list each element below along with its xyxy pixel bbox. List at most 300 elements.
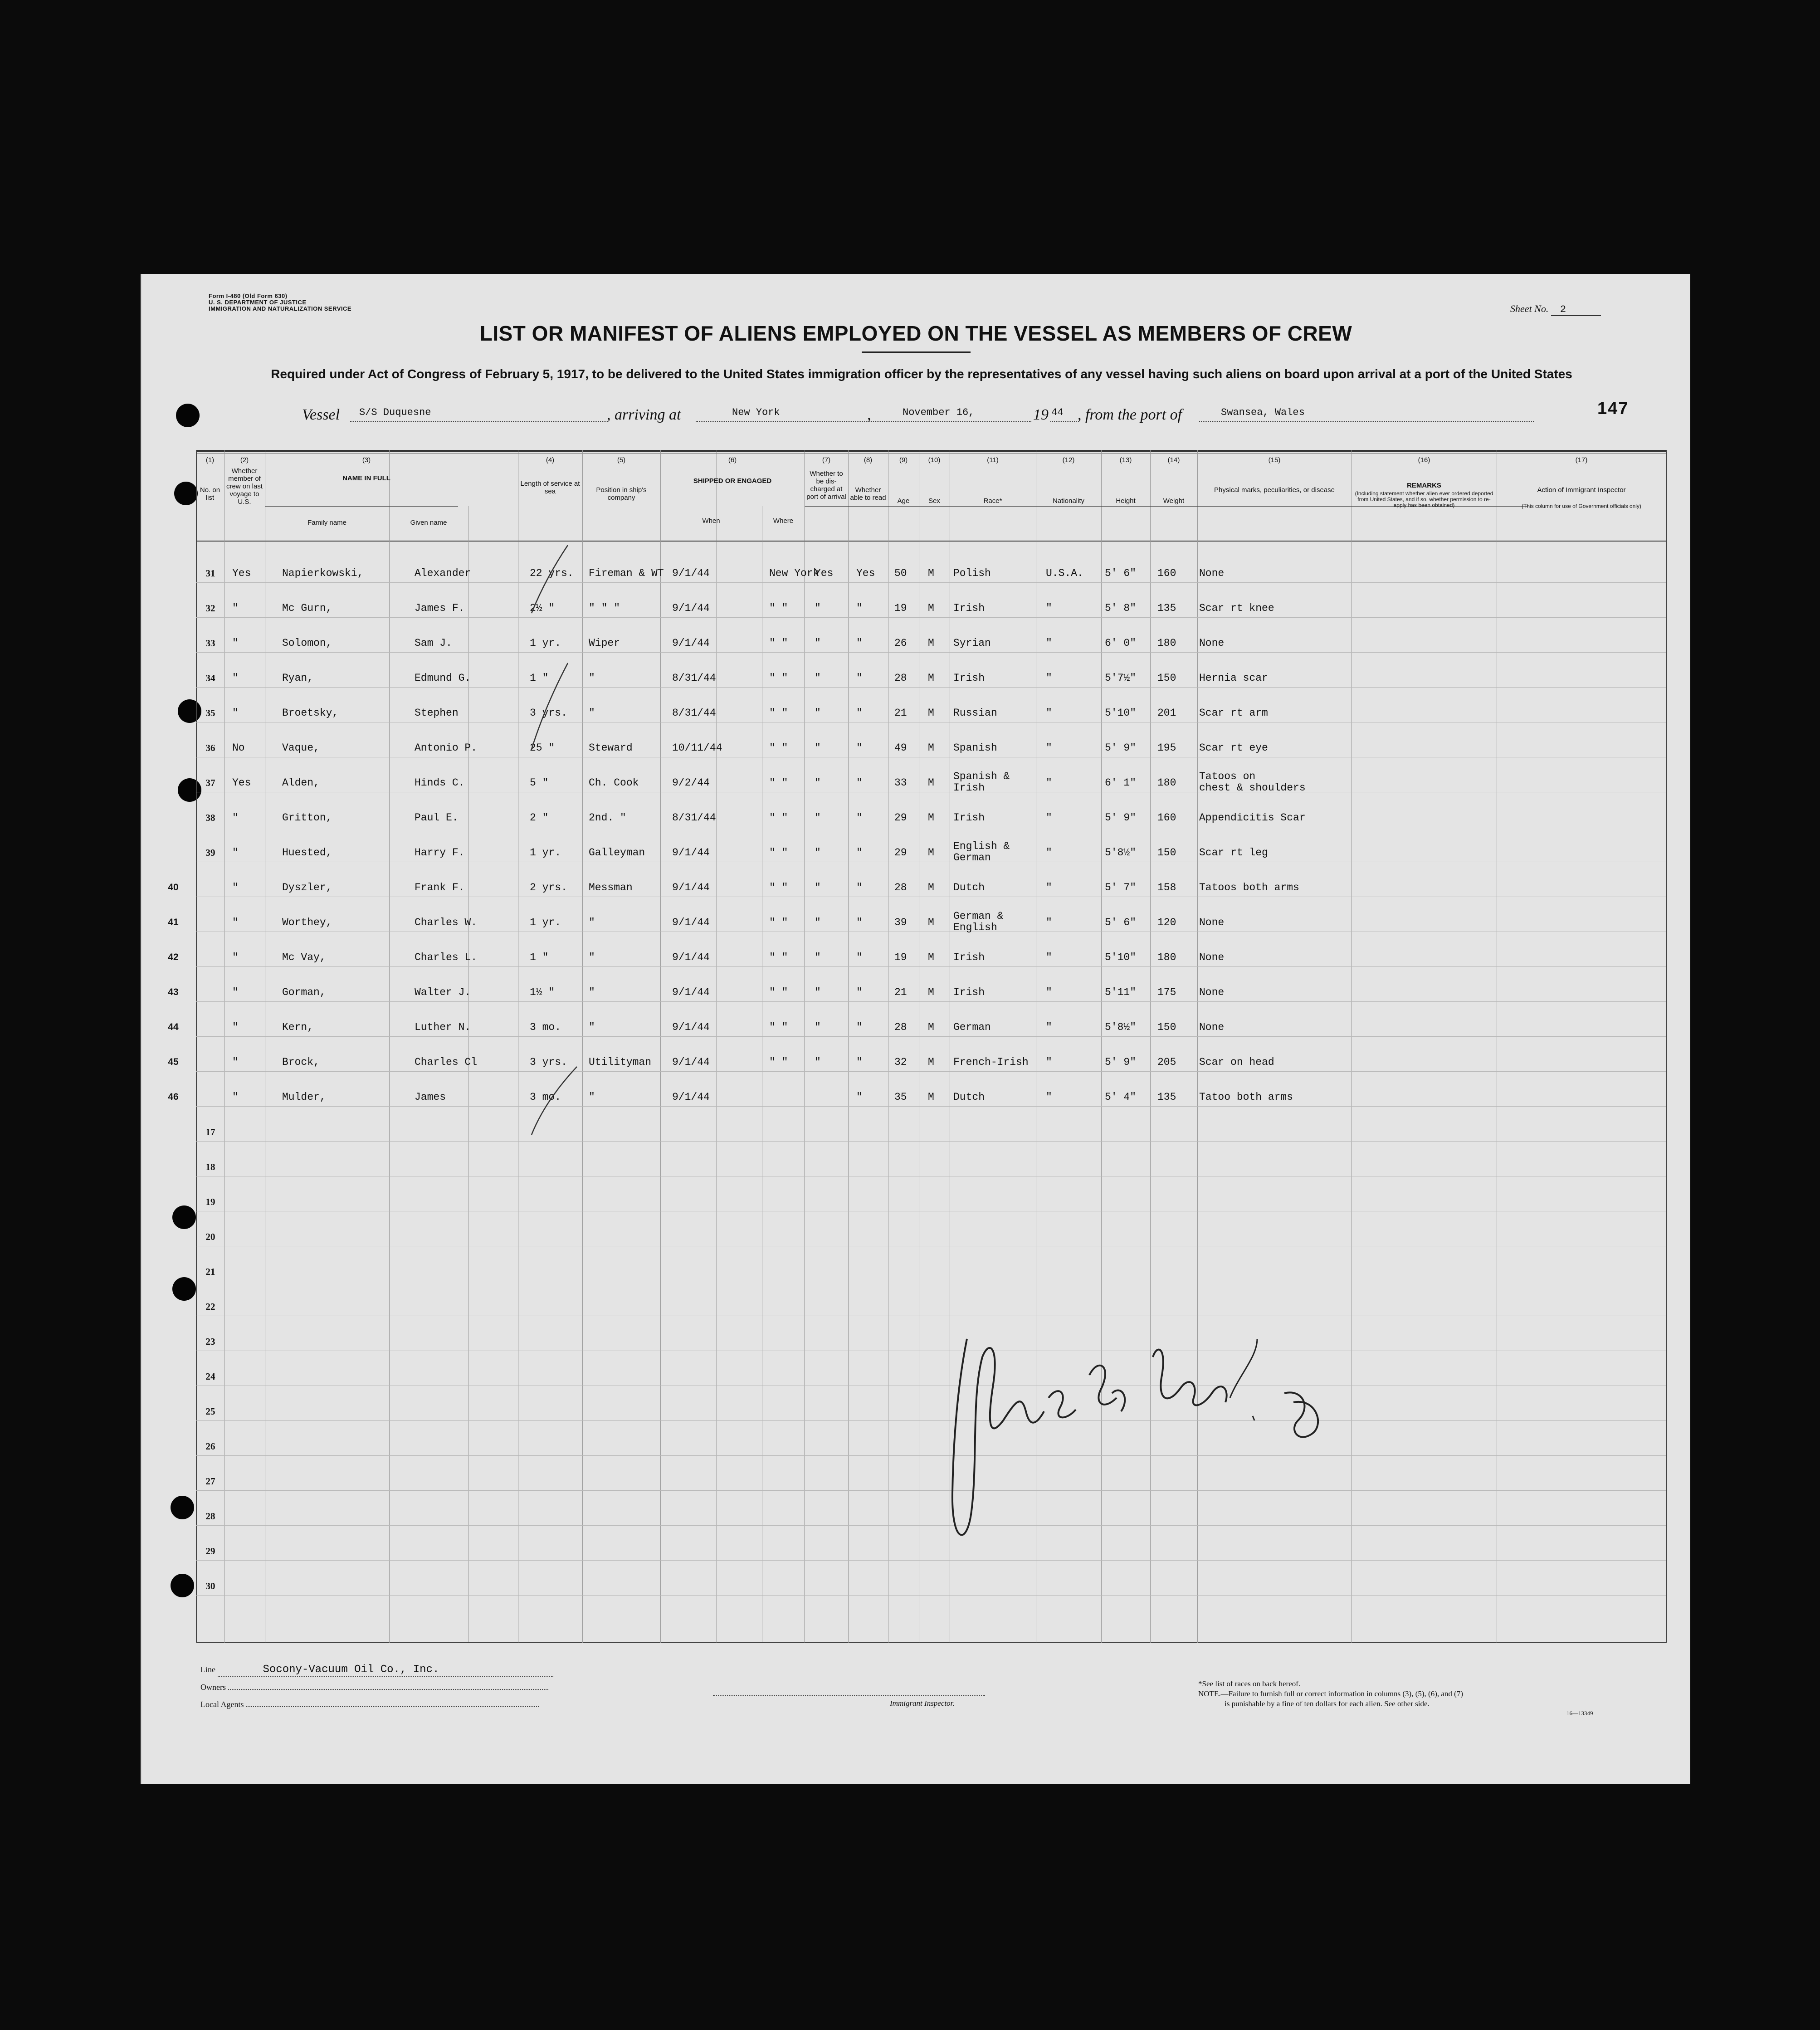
- column-number: (5): [617, 456, 626, 464]
- cell-weight: 150: [1157, 672, 1176, 684]
- cell-physical-marks: Hernia scar: [1199, 672, 1268, 684]
- cell-family-name: Mc Vay,: [282, 952, 326, 963]
- printed-row-number: 20: [205, 1231, 215, 1242]
- column-header-family-name: Family name: [307, 519, 346, 527]
- cell-height: 5' 7": [1105, 882, 1137, 893]
- cell-shipped-when: 8/31/44: [672, 707, 716, 719]
- cell-height: 5'10": [1105, 707, 1137, 719]
- cell-given-name: Paul E.: [415, 812, 459, 824]
- cell-shipped-where: " ": [769, 952, 788, 963]
- cell-shipped-where: " ": [769, 742, 788, 754]
- cell-nationality: ": [1046, 812, 1052, 824]
- row-rule: [196, 582, 1666, 583]
- printed-row-number: 26: [205, 1441, 215, 1452]
- cell-discharged: ": [815, 777, 821, 789]
- stamp-number: 147: [1597, 399, 1629, 418]
- row-rule: [196, 966, 1666, 967]
- cell-length-of-service: 2 yrs.: [530, 882, 567, 893]
- row-number: 36: [205, 742, 215, 753]
- cell-shipped-where: " ": [769, 917, 788, 928]
- cell-given-name: Edmund G.: [415, 672, 471, 684]
- column-number: (15): [1268, 456, 1281, 464]
- cell-discharged: ": [815, 917, 821, 928]
- cell-weight: 160: [1157, 567, 1176, 579]
- printed-row-number: 18: [205, 1161, 215, 1172]
- cell-shipped-when: 8/31/44: [672, 672, 716, 684]
- row-rule: [196, 1455, 1666, 1456]
- cell-weight: 180: [1157, 952, 1176, 963]
- column-number: (13): [1119, 456, 1132, 464]
- row-number: 41: [168, 917, 179, 927]
- row-number: 46: [168, 1092, 179, 1102]
- arrival-port: New York: [696, 405, 879, 422]
- cell-shipped-where: " ": [769, 1021, 788, 1033]
- cell-previous-voyage: Yes: [232, 777, 251, 789]
- column-number: (1): [205, 456, 215, 464]
- column-number: (12): [1062, 456, 1075, 464]
- cell-height: 5' 9": [1105, 1056, 1137, 1068]
- cell-able-to-read: ": [856, 812, 863, 824]
- row-number: 34: [205, 673, 215, 683]
- page-subtitle: Required under Act of Congress of February 5, 1917, to be delivered to the United States immigration officer by the representatives of any vessel having such aliens on board upon arrival at a port of the United States: [271, 367, 1572, 381]
- row-rule: [196, 652, 1666, 653]
- cell-weight: 135: [1157, 1091, 1176, 1103]
- cell-race: Russian: [953, 707, 997, 719]
- inspector-signature-line: [713, 1695, 985, 1696]
- cell-length-of-service: 1 yr.: [530, 847, 561, 859]
- cell-physical-marks: Scar rt arm: [1199, 707, 1268, 719]
- cell-family-name: Broetsky,: [282, 707, 339, 719]
- cell-height: 5' 6": [1105, 917, 1137, 928]
- cell-length-of-service: 25 ": [530, 742, 555, 754]
- year-prefix: 19: [1033, 406, 1049, 423]
- cell-race: Irish: [953, 812, 985, 824]
- cell-position: Messman: [589, 882, 633, 893]
- row-rule: [196, 1525, 1666, 1526]
- cell-age: 28: [894, 1021, 907, 1033]
- cell-weight: 205: [1157, 1056, 1176, 1068]
- cell-height: 5'8½": [1105, 1021, 1137, 1033]
- title-underline: [862, 351, 971, 353]
- cell-weight: 150: [1157, 847, 1176, 859]
- cell-physical-marks: Scar on head: [1199, 1056, 1274, 1068]
- column-divider: [1666, 450, 1667, 1643]
- cell-length-of-service: 5 ": [530, 777, 549, 789]
- cell-shipped-when: 9/1/44: [672, 1021, 710, 1033]
- cell-previous-voyage: ": [232, 1021, 239, 1033]
- cell-length-of-service: 3 yrs.: [530, 707, 567, 719]
- cell-nationality: ": [1046, 637, 1052, 649]
- printed-row-number: 28: [205, 1511, 215, 1522]
- cell-family-name: Ryan,: [282, 672, 314, 684]
- cell-shipped-when: 9/1/44: [672, 882, 710, 893]
- cell-sex: M: [928, 742, 934, 754]
- cell-shipped-where: " ": [769, 847, 788, 859]
- column-header-previous-voyage: Whether member of crew on last voyage to U.S.: [226, 467, 263, 506]
- cell-shipped-when: 9/1/44: [672, 567, 710, 579]
- column-header-height: Height: [1116, 497, 1136, 505]
- cell-shipped-when: 9/1/44: [672, 1091, 710, 1103]
- cell-family-name: Huested,: [282, 847, 332, 859]
- cell-previous-voyage: ": [232, 1091, 239, 1103]
- row-rule: [196, 1560, 1666, 1561]
- cell-position: 2nd. ": [589, 812, 626, 824]
- cell-race: Irish: [953, 602, 985, 614]
- cell-discharged: ": [815, 1056, 821, 1068]
- cell-shipped-when: 9/1/44: [672, 637, 710, 649]
- column-number: (16): [1418, 456, 1430, 464]
- punch-hole: [176, 404, 200, 427]
- cell-physical-marks: None: [1199, 917, 1225, 928]
- cell-previous-voyage: ": [232, 602, 239, 614]
- cell-physical-marks: Tatoos both arms: [1199, 882, 1299, 893]
- cell-nationality: ": [1046, 672, 1052, 684]
- cell-physical-marks: Appendicitis Scar: [1199, 812, 1306, 824]
- cell-physical-marks: Scar rt knee: [1199, 602, 1274, 614]
- inspector-signature: [940, 1330, 1330, 1566]
- cell-age: 50: [894, 567, 907, 579]
- column-header-able-to-read: Whether able to read: [850, 486, 886, 502]
- cell-able-to-read: ": [856, 707, 863, 719]
- cell-family-name: Mulder,: [282, 1091, 326, 1103]
- cell-sex: M: [928, 777, 934, 789]
- row-rule: [196, 1036, 1666, 1037]
- cell-position: Fireman & WT: [589, 567, 664, 579]
- cell-position: Galleyman: [589, 847, 645, 859]
- table-top-border: [196, 450, 1666, 452]
- local-agents-label: Local Agents: [200, 1700, 244, 1709]
- arrival-year: 44: [1050, 405, 1077, 422]
- cell-weight: 150: [1157, 1021, 1176, 1033]
- cell-family-name: Solomon,: [282, 637, 332, 649]
- cell-position: ": [589, 917, 595, 928]
- cell-height: 5'7½": [1105, 672, 1137, 684]
- punch-hole: [171, 1496, 194, 1519]
- cell-race: Irish: [953, 672, 985, 684]
- cell-height: 5'8½": [1105, 847, 1137, 859]
- column-number: (14): [1167, 456, 1180, 464]
- row-rule: [196, 1141, 1666, 1142]
- cell-given-name: Hinds C.: [415, 777, 465, 789]
- cell-shipped-where: " ": [769, 986, 788, 998]
- departure-port: Swansea, Wales: [1199, 405, 1534, 422]
- printed-row-number: 22: [205, 1301, 215, 1312]
- cell-shipped-where: " ": [769, 707, 788, 719]
- cell-position: " " ": [589, 602, 620, 614]
- cell-position: ": [589, 952, 595, 963]
- cell-position: Utilityman: [589, 1056, 652, 1068]
- cell-nationality: ": [1046, 952, 1052, 963]
- row-number: 32: [205, 603, 215, 614]
- cell-shipped-where: " ": [769, 602, 788, 614]
- row-rule: [196, 1001, 1666, 1002]
- column-header-given-name: Given name: [410, 519, 447, 527]
- cell-discharged: ": [815, 952, 821, 963]
- row-rule: [196, 1595, 1666, 1596]
- cell-race: Polish: [953, 567, 991, 579]
- cell-weight: 180: [1157, 637, 1176, 649]
- column-header-physical-marks: Physical marks, peculiarities, or disease: [1214, 486, 1335, 494]
- cell-family-name: Gorman,: [282, 986, 326, 998]
- cell-length-of-service: 1 yr.: [530, 637, 561, 649]
- cell-position: ": [589, 707, 595, 719]
- punch-hole: [174, 482, 198, 505]
- cell-sex: M: [928, 602, 934, 614]
- cell-sex: M: [928, 1056, 934, 1068]
- cell-shipped-where: " ": [769, 777, 788, 789]
- cell-age: 21: [894, 986, 907, 998]
- cell-physical-marks: Scar rt leg: [1199, 847, 1268, 859]
- cell-discharged: ": [815, 812, 821, 824]
- column-header-discharged: Whether to be dis-charged at port of arrival: [806, 470, 846, 501]
- cell-weight: 201: [1157, 707, 1176, 719]
- row-number: 31: [205, 568, 215, 579]
- cell-able-to-read: ": [856, 777, 863, 789]
- cell-age: 19: [894, 952, 907, 963]
- row-rule: [196, 1071, 1666, 1072]
- column-number: (11): [987, 456, 999, 464]
- cell-discharged: ": [815, 882, 821, 893]
- column-header-race: Race*: [983, 497, 1002, 505]
- cell-family-name: Mc Gurn,: [282, 602, 332, 614]
- row-rule: [196, 687, 1666, 688]
- cell-nationality: ": [1046, 1056, 1052, 1068]
- column-number: (7): [822, 456, 831, 464]
- cell-shipped-when: 10/11/44: [672, 742, 722, 754]
- cell-race: German: [953, 1021, 991, 1033]
- cell-able-to-read: ": [856, 917, 863, 928]
- cell-race: Spanish & Irish: [953, 771, 1010, 794]
- cell-length-of-service: 2 ": [530, 812, 549, 824]
- cell-physical-marks: None: [1199, 986, 1225, 998]
- cell-height: 6' 1": [1105, 777, 1137, 789]
- cell-given-name: Charles Cl: [415, 1056, 478, 1068]
- cell-sex: M: [928, 812, 934, 824]
- cell-height: 5' 9": [1105, 812, 1137, 824]
- cell-age: 29: [894, 847, 907, 859]
- cell-sex: M: [928, 1021, 934, 1033]
- cell-previous-voyage: Yes: [232, 567, 251, 579]
- cell-nationality: ": [1046, 742, 1052, 754]
- service: IMMIGRATION AND NATURALIZATION SERVICE: [209, 305, 352, 312]
- column-header-age: Age: [897, 497, 910, 505]
- cell-position: Wiper: [589, 637, 620, 649]
- cell-height: 5' 9": [1105, 742, 1137, 754]
- column-header-weight: Weight: [1163, 497, 1185, 505]
- cell-weight: 195: [1157, 742, 1176, 754]
- footer-note-3: is punishable by a fine of ten dollars for each alien. See other side.: [1225, 1699, 1430, 1708]
- cell-family-name: Worthey,: [282, 917, 332, 928]
- cell-length-of-service: 3 mo.: [530, 1021, 561, 1033]
- column-header-action: Action of Immigrant Inspector: [1537, 486, 1626, 494]
- cell-sex: M: [928, 637, 934, 649]
- cell-shipped-where: " ": [769, 637, 788, 649]
- sheet-number-value: 2: [1551, 304, 1601, 316]
- column-divider: [389, 450, 390, 1643]
- cell-height: 5' 6": [1105, 567, 1137, 579]
- cell-nationality: ": [1046, 917, 1052, 928]
- cell-shipped-where: New York: [769, 567, 820, 579]
- row-rule: [196, 617, 1666, 618]
- column-header-name: NAME IN FULL: [342, 474, 390, 482]
- cell-position: ": [589, 1021, 595, 1033]
- cell-given-name: James F.: [415, 602, 465, 614]
- row-number: 39: [205, 847, 215, 858]
- printed-row-number: 23: [205, 1336, 215, 1347]
- column-header-remarks-note: (Including statement whether alien ever ordered deported from United States, and if so, whether permission to re-apply has been obtained): [1355, 490, 1493, 508]
- line-label: Line: [200, 1665, 215, 1674]
- column-number: (8): [864, 456, 873, 464]
- cell-shipped-where: " ": [769, 672, 788, 684]
- cell-able-to-read: ": [856, 952, 863, 963]
- cell-discharged: ": [815, 986, 821, 998]
- cell-discharged: ": [815, 847, 821, 859]
- cell-nationality: ": [1046, 882, 1052, 893]
- cell-height: 5'10": [1105, 952, 1137, 963]
- cell-shipped-when: 9/1/44: [672, 847, 710, 859]
- cell-able-to-read: ": [856, 1091, 863, 1103]
- cell-nationality: ": [1046, 777, 1052, 789]
- cell-age: 28: [894, 882, 907, 893]
- cell-shipped-when: 8/31/44: [672, 812, 716, 824]
- cell-weight: 175: [1157, 986, 1176, 998]
- cell-given-name: Charles W.: [415, 917, 478, 928]
- cell-height: 5' 8": [1105, 602, 1137, 614]
- printed-row-number: 30: [205, 1581, 215, 1591]
- cell-sex: M: [928, 707, 934, 719]
- printed-row-number: 27: [205, 1476, 215, 1487]
- column-number: (4): [546, 456, 555, 464]
- row-number: 37: [205, 777, 215, 788]
- column-header-shipped-when: When: [702, 517, 720, 525]
- cell-nationality: ": [1046, 1021, 1052, 1033]
- cell-length-of-service: 3 mo.: [530, 1091, 561, 1103]
- cell-position: Ch. Cook: [589, 777, 639, 789]
- owners-label: Owners: [200, 1683, 226, 1692]
- footer-note-2: NOTE.—Failure to furnish full or correct information in columns (3), (5), (6), and (7): [1198, 1689, 1463, 1698]
- cell-sex: M: [928, 847, 934, 859]
- cell-physical-marks: Scar rt eye: [1199, 742, 1268, 754]
- row-number: 44: [168, 1022, 179, 1032]
- cell-race: Irish: [953, 952, 985, 963]
- cell-able-to-read: ": [856, 1056, 863, 1068]
- row-number: 42: [168, 952, 179, 962]
- cell-nationality: ": [1046, 707, 1052, 719]
- cell-able-to-read: ": [856, 1021, 863, 1033]
- cell-race: Irish: [953, 986, 985, 998]
- row-number: 38: [205, 812, 215, 823]
- column-number: (3): [362, 456, 371, 464]
- cell-race: English & German: [953, 840, 1010, 864]
- crew-table: [168, 450, 1666, 1643]
- cell-age: 49: [894, 742, 907, 754]
- cell-position: ": [589, 672, 595, 684]
- cell-discharged: ": [815, 602, 821, 614]
- cell-able-to-read: ": [856, 986, 863, 998]
- cell-sex: M: [928, 882, 934, 893]
- cell-sex: M: [928, 986, 934, 998]
- row-number: 45: [168, 1057, 179, 1067]
- cell-nationality: ": [1046, 986, 1052, 998]
- cell-given-name: Alexander: [415, 567, 471, 579]
- column-divider: [196, 450, 197, 1643]
- cell-family-name: Vaque,: [282, 742, 320, 754]
- cell-given-name: Harry F.: [415, 847, 465, 859]
- cell-discharged: ": [815, 707, 821, 719]
- page-title: LIST OR MANIFEST OF ALIENS EMPLOYED ON THE VESSEL AS MEMBERS OF CREW: [479, 322, 1352, 345]
- manifest-sheet: [141, 274, 1690, 1784]
- cell-given-name: Sam J.: [415, 637, 452, 649]
- column-header-nationality: Nationality: [1052, 497, 1085, 505]
- cell-able-to-read: ": [856, 602, 863, 614]
- line-value: Socony-Vacuum Oil Co., Inc.: [263, 1664, 439, 1676]
- cell-previous-voyage: ": [232, 986, 239, 998]
- row-rule: [196, 1490, 1666, 1491]
- cell-age: 35: [894, 1091, 907, 1103]
- inspector-label: Immigrant Inspector.: [890, 1699, 955, 1708]
- cell-able-to-read: ": [856, 742, 863, 754]
- printed-row-number: 19: [205, 1196, 215, 1207]
- header-bottom-border: [196, 541, 1666, 542]
- cell-race: Syrian: [953, 637, 991, 649]
- column-header-shipped: SHIPPED OR ENGAGED: [693, 477, 772, 485]
- printed-row-number: 25: [205, 1406, 215, 1417]
- cell-able-to-read: ": [856, 637, 863, 649]
- cell-family-name: Brock,: [282, 1056, 320, 1068]
- column-number: (17): [1575, 456, 1588, 464]
- footer-note-1: *See list of races on back hereof.: [1198, 1679, 1301, 1688]
- cell-weight: 135: [1157, 602, 1176, 614]
- cell-sex: M: [928, 952, 934, 963]
- cell-given-name: Luther N.: [415, 1021, 471, 1033]
- cell-race: Dutch: [953, 1091, 985, 1103]
- cell-previous-voyage: ": [232, 882, 239, 893]
- cell-discharged: Yes: [815, 567, 834, 579]
- punch-hole: [172, 1205, 196, 1229]
- column-header-sex: Sex: [928, 497, 940, 505]
- column-header-length-of-service: Length of service at sea: [520, 480, 580, 495]
- row-number: 35: [205, 708, 215, 718]
- cell-age: 33: [894, 777, 907, 789]
- cell-age: 26: [894, 637, 907, 649]
- cell-family-name: Dyszler,: [282, 882, 332, 893]
- cell-position: ": [589, 986, 595, 998]
- printed-row-number: 17: [205, 1127, 215, 1137]
- cell-age: 32: [894, 1056, 907, 1068]
- cell-shipped-where: " ": [769, 882, 788, 893]
- cell-weight: 120: [1157, 917, 1176, 928]
- cell-able-to-read: ": [856, 672, 863, 684]
- cell-sex: M: [928, 1091, 934, 1103]
- column-divider: [660, 450, 661, 1643]
- cell-height: 5' 4": [1105, 1091, 1137, 1103]
- cell-sex: M: [928, 567, 934, 579]
- vessel-name: S/S Duquesne: [350, 405, 606, 422]
- cell-nationality: ": [1046, 602, 1052, 614]
- cell-previous-voyage: ": [232, 812, 239, 824]
- cell-sex: M: [928, 672, 934, 684]
- cell-length-of-service: 1½ ": [530, 986, 555, 998]
- column-header-position: Position in ship's company: [596, 486, 647, 502]
- cell-physical-marks: None: [1199, 952, 1225, 963]
- local-agents-field: [200, 1700, 539, 1709]
- cell-previous-voyage: ": [232, 637, 239, 649]
- cell-family-name: Alden,: [282, 777, 320, 789]
- cell-height: 5'11": [1105, 986, 1137, 998]
- department: U. S. DEPARTMENT OF JUSTICE: [209, 299, 307, 306]
- cell-physical-marks: None: [1199, 637, 1225, 649]
- cell-length-of-service: 1 ": [530, 952, 549, 963]
